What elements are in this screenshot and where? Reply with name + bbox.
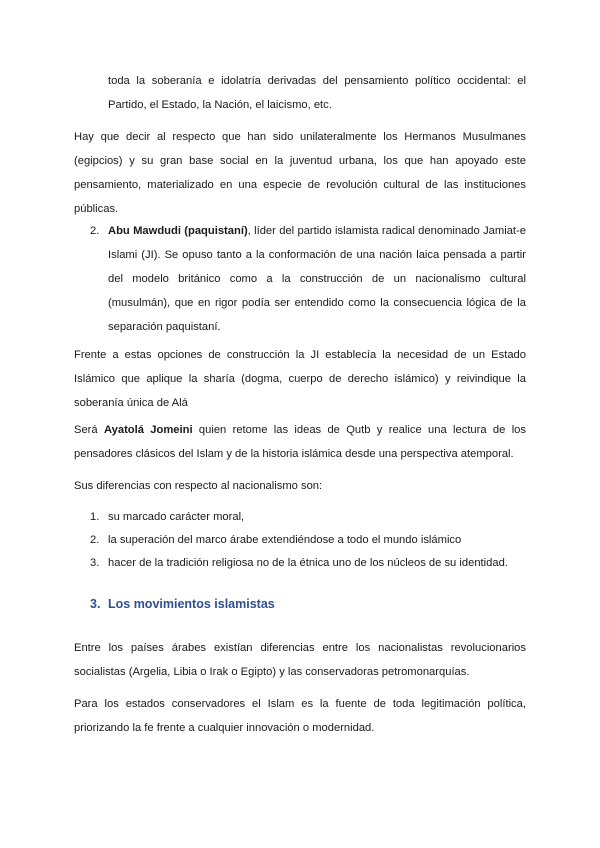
- paragraph-diferencias: Sus diferencias con respecto al nacionalismo son:: [74, 480, 323, 492]
- list-item: su marcado carácter moral,: [108, 511, 245, 523]
- list-number-2: 2.: [90, 225, 100, 237]
- paragraph-soberania: toda la soberanía e idolatría derivadas del pensamiento político occidental: el Partido, el Estado, la Nación, el laicismo, etc.: [108, 75, 526, 111]
- section-heading: [90, 597, 275, 611]
- heading-title: Los movimientos islamistas: [108, 597, 275, 611]
- list-item: hacer de la tradición religiosa no de la étnica uno de los núcleos de su identidad.: [108, 557, 508, 569]
- jomeini-post: quien retome las ideas de Qutb y realice una lectura de los pensadores clásicos del Islam y de la historia islámica desde una perspectiva atemporal.: [74, 424, 526, 460]
- heading-number: 3.: [90, 597, 101, 611]
- paragraph-frente: Frente a estas opciones de construcción la JI establecía la necesidad de un Estado Islámico que aplique la sharía (dogma, cuerpo de derecho islámico) y reivindique la soberanía única de Alá: [74, 349, 526, 409]
- list-number: 1.: [90, 511, 100, 523]
- paragraph-jomeini: [74, 418, 526, 466]
- jomeini-name: Ayatolá Jomeini: [103, 424, 193, 436]
- list-number: 2.: [90, 534, 100, 546]
- jomeini-pre: Será: [74, 424, 104, 436]
- list-number: 3.: [90, 557, 100, 569]
- mawdudi-name: Abu Mawdudi (paquistaní): [108, 225, 248, 237]
- paragraph-hermanos-musulmanes: Hay que decir al respecto que han sido unilateralmente los Hermanos Musulmanes (egipcios) y su gran base social en la juventud urbana, los que han apoyado este pensamiento, materializado en una especie de revolución cultural de las instituciones públicas.: [74, 131, 526, 215]
- paragraph-estados-conservadores: Para los estados conservadores el Islam es la fuente de toda legitimación política, priorizando la fe frente a cualquier innovación o modernidad.: [74, 698, 526, 734]
- list-item: la superación del marco árabe extendiéndose a todo el mundo islámico: [108, 534, 462, 546]
- paragraph-paises-arabes: Entre los países árabes existían diferencias entre los nacionalistas revolucionarios socialistas (Argelia, Libia o Irak o Egipto) y las conservadoras petromonarquías.: [74, 642, 526, 678]
- list-item-mawdudi: [108, 219, 526, 339]
- mawdudi-text: , líder del partido islamista radical denominado Jamiat-e Islami (JI). Se opuso tanto a la conformación de una nación laica pensada a partir del modelo británico como a la construcción de un nacionalismo cultural (musulmán), que en rigor podía ser entendido como la consecuencia lógica de la separación paquistaní.: [108, 225, 526, 333]
